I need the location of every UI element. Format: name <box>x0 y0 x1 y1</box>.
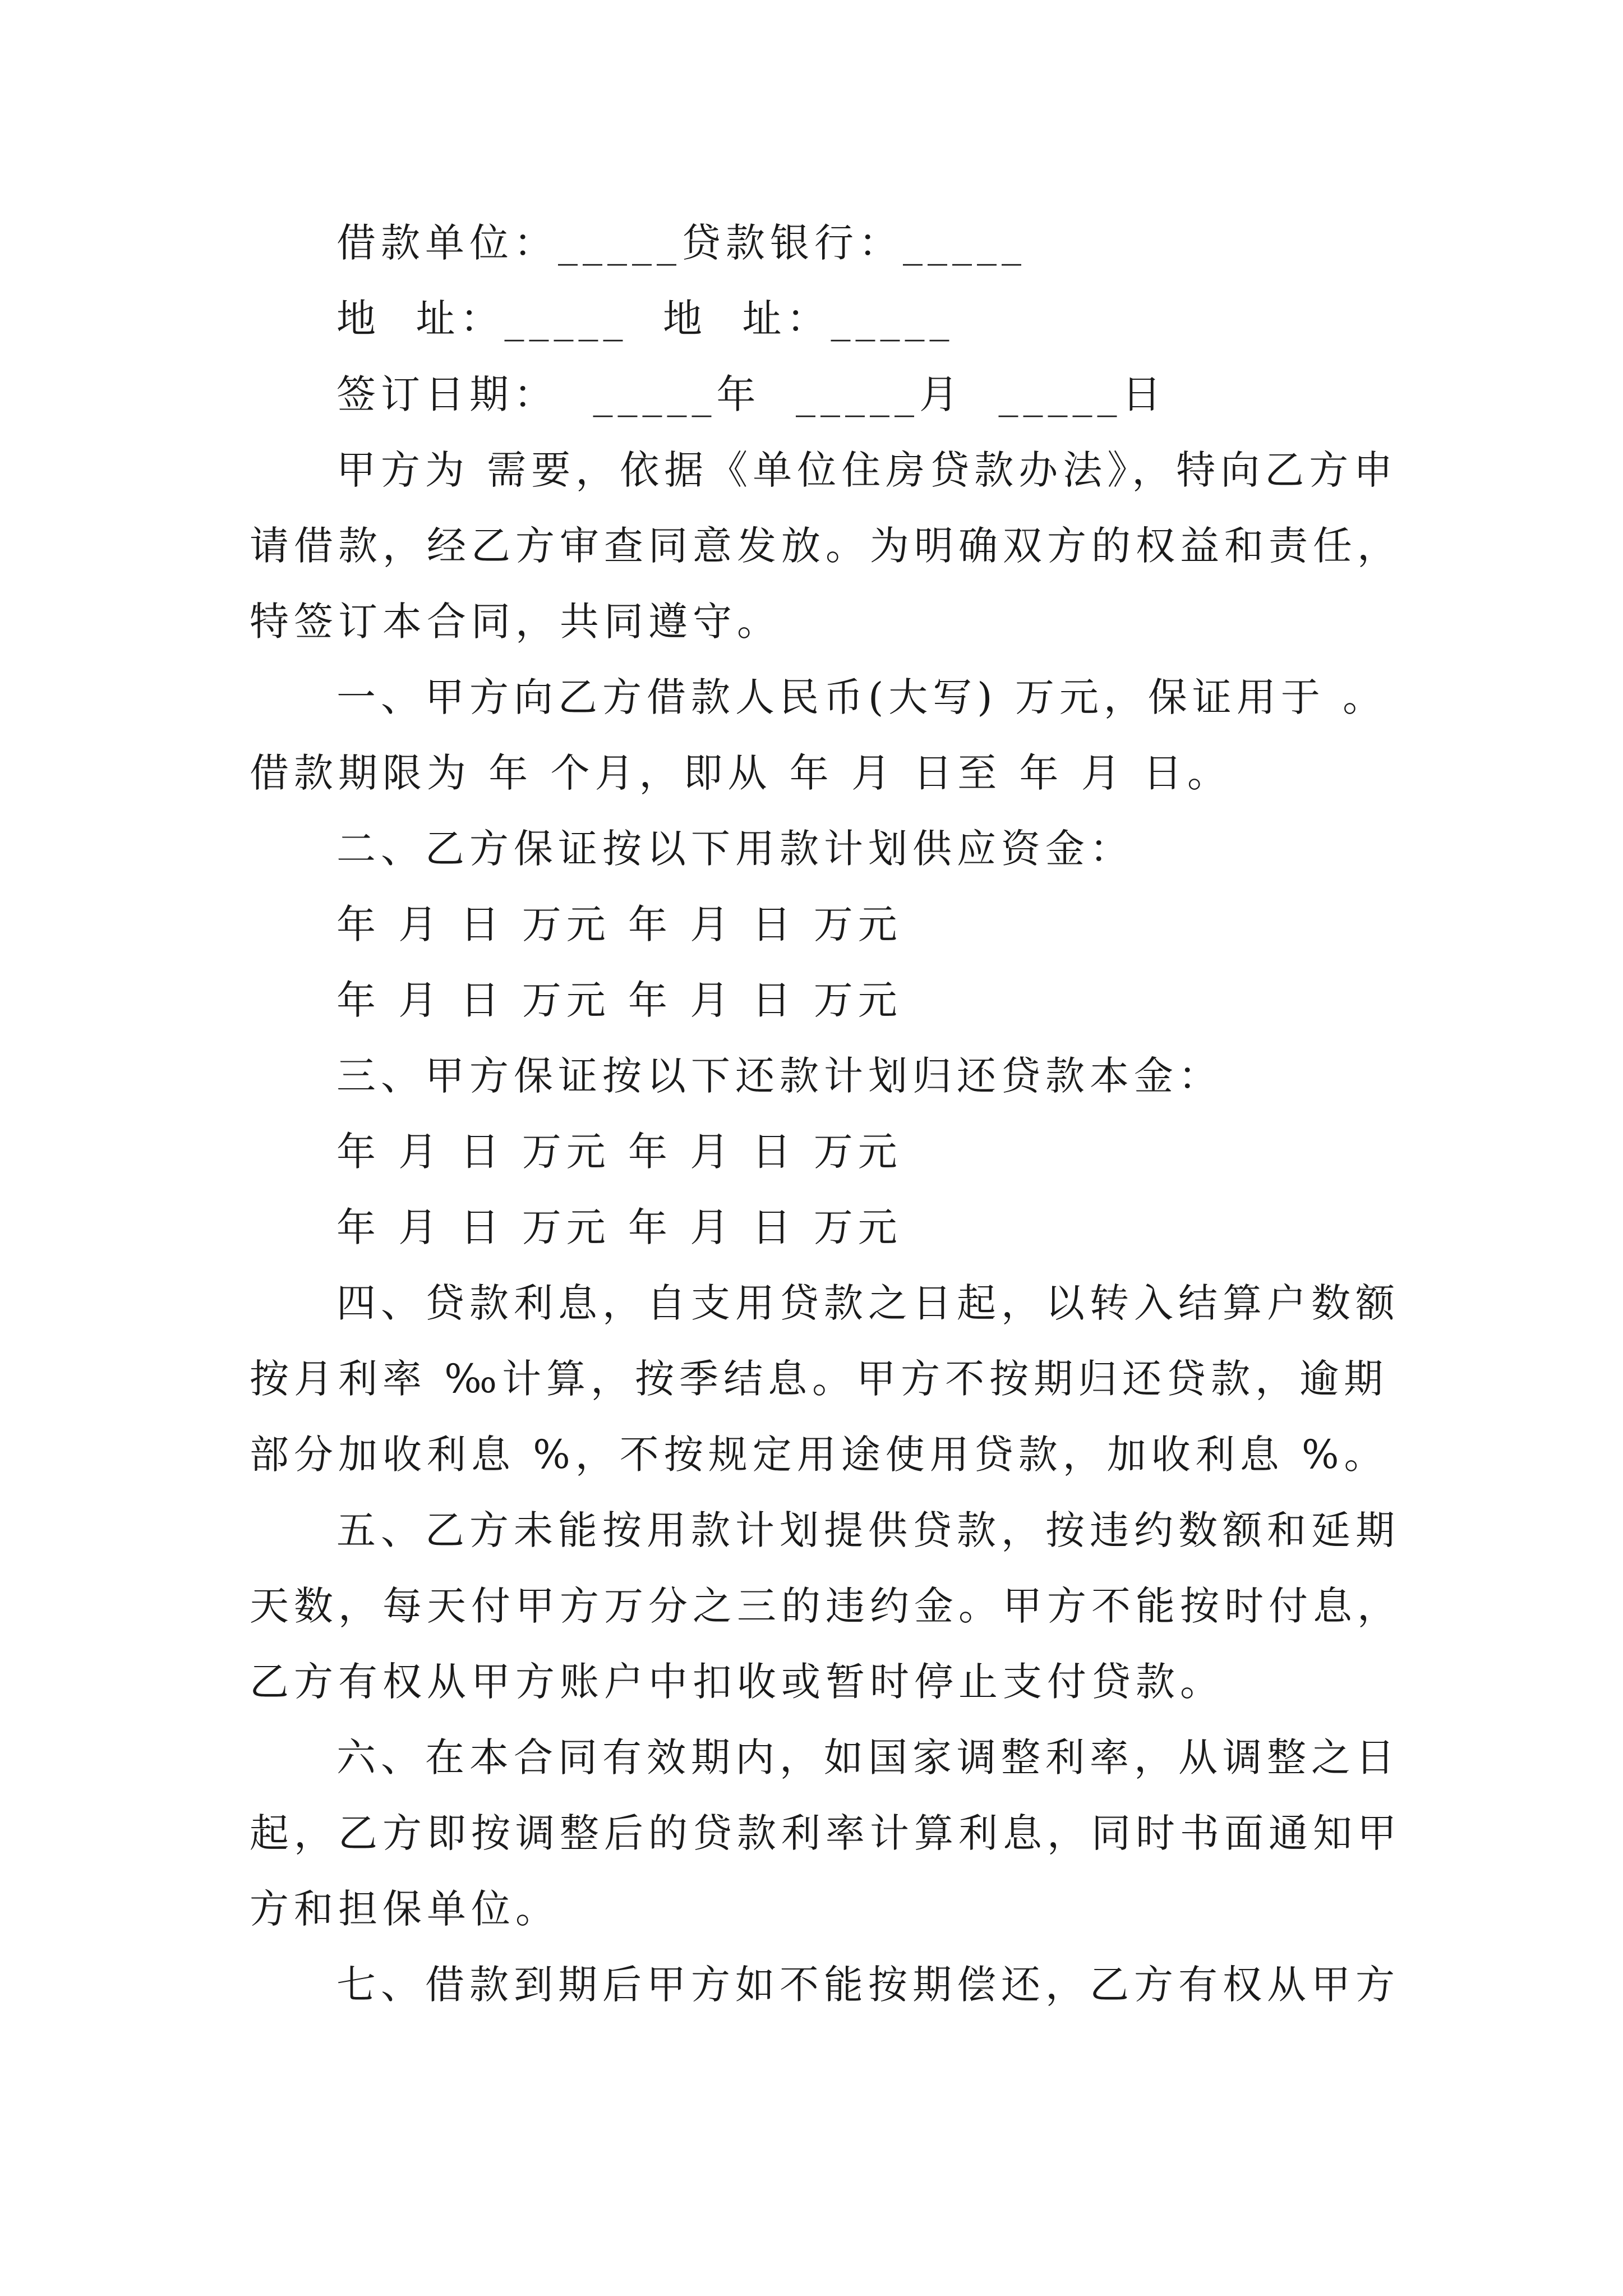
clause-5-line-1: 五、乙方未能按用款计划提供贷款，按违约数额和延期 <box>336 1507 1400 1553</box>
preamble-line-2: 请借款，经乙方审查同意发放。为明确双方的权益和责任， <box>250 523 1401 569</box>
clause-6-line-1: 六、在本合同有效期内，如国家调整利率，从调整之日 <box>336 1734 1400 1780</box>
preamble-line-3: 特签订本合同，共同遵守。 <box>250 599 781 645</box>
preamble-line-1: 甲方为 需要，依据《单位住房贷款办法》，特向乙方申 <box>336 447 1398 493</box>
clause-2-schedule-row-2: 年 月 日 万元 年 月 日 万元 <box>336 977 902 1023</box>
clause-4-line-3: 部分加收利息 %，不按规定用途使用贷款，加收利息 %。 <box>250 1432 1389 1478</box>
clause-3-schedule-row-1: 年 月 日 万元 年 月 日 万元 <box>336 1129 902 1175</box>
borrower-lender-line: 借款单位：_____贷款银行：_____ <box>336 220 1026 266</box>
clause-5-line-2: 天数，每天付甲方万分之三的违约金。甲方不能按时付息， <box>250 1583 1401 1629</box>
clause-3-heading: 三、甲方保证按以下还款计划归还贷款本金： <box>336 1053 1223 1099</box>
clause-3-schedule-row-2: 年 月 日 万元 年 月 日 万元 <box>336 1204 902 1250</box>
clause-7-line-1: 七、借款到期后甲方如不能按期偿还，乙方有权从甲方 <box>336 1962 1400 2008</box>
clause-1-line-2: 借款期限为 年 个月，即从 年 月 日至 年 月 日。 <box>250 750 1232 796</box>
clause-6-line-2: 起，乙方即按调整后的贷款利率计算利息，同时书面通知甲 <box>250 1810 1401 1856</box>
clause-6-line-3: 方和担保单位。 <box>250 1886 560 1932</box>
clause-1-line-1: 一、甲方向乙方借款人民币(大写) 万元，保证用于 。 <box>336 674 1387 720</box>
sign-date-line: 签订日期： _____年 _____月 _____日 <box>336 371 1166 417</box>
clause-4-line-2: 按月利率 ‰计算，按季结息。甲方不按期归还贷款，逾期 <box>250 1356 1389 1402</box>
clause-4-line-1: 四、贷款利息，自支用贷款之日起，以转入结算户数额 <box>336 1280 1400 1326</box>
address-line: 地 址：_____ 地 址：_____ <box>336 296 955 342</box>
clause-5-line-3: 乙方有权从甲方账户中扣收或暂时停止支付贷款。 <box>250 1659 1224 1705</box>
clause-2-schedule-row-1: 年 月 日 万元 年 月 日 万元 <box>336 901 902 947</box>
clause-2-heading: 二、乙方保证按以下用款计划供应资金： <box>336 826 1134 872</box>
